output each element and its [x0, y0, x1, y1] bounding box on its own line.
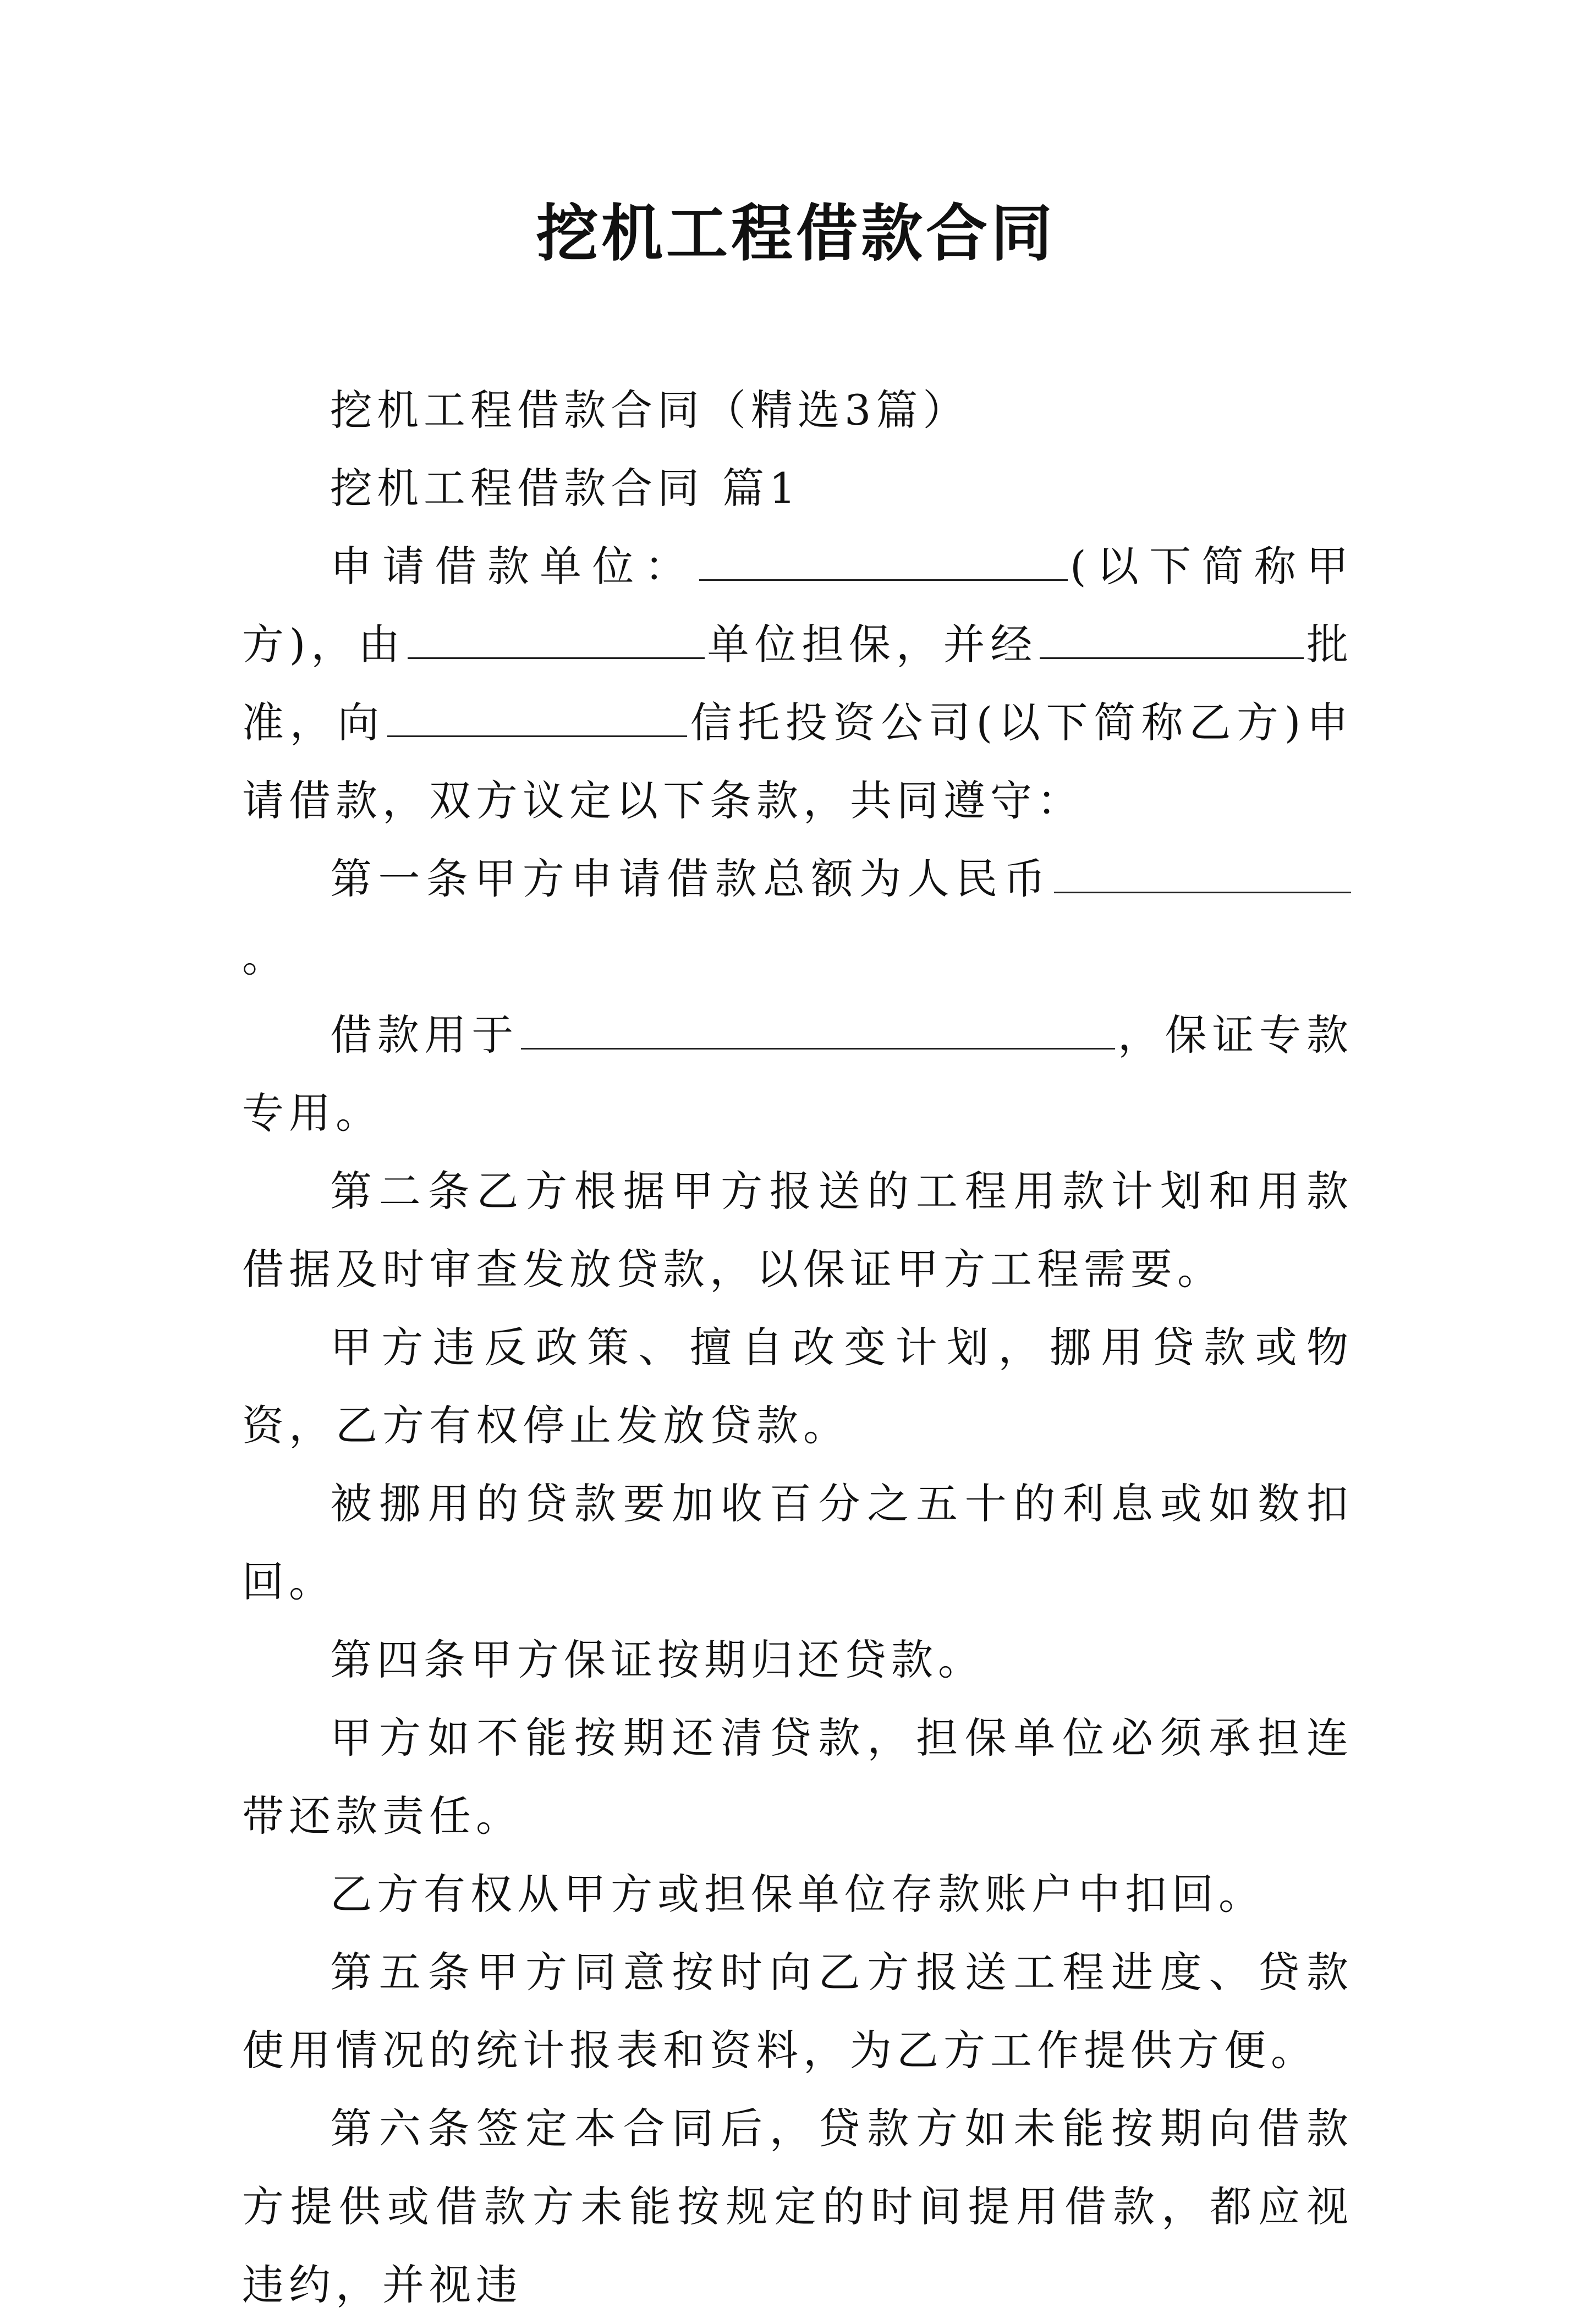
text-segment: ，保证专款专用。: [242, 1010, 1354, 1138]
blank-line: [1040, 619, 1304, 659]
blank-line: [521, 1009, 1115, 1050]
text-segment: (以下简称甲方)，由: [242, 542, 1353, 669]
paragraph-article-5: 第五条甲方同意按时向乙方报送工程进度、贷款使用情况的统计报表和资料，为乙方工作提供方便。: [242, 1948, 1353, 2075]
paragraph-section-heading: 挖机工程借款合同 篇1: [330, 464, 801, 513]
paragraph-loan-purpose: [242, 996, 1353, 1152]
text-segment: 。: [242, 932, 289, 981]
blank-line: [408, 619, 705, 659]
paragraph-subtitle: 挖机工程借款合同（精选3篇）: [330, 386, 970, 435]
text-segment: 申请借款单位：: [330, 542, 697, 591]
text-segment: 信托投资公司(以下简称乙方)申请借款，双方议定以下条款，共同遵守：: [242, 698, 1353, 825]
blank-line: [699, 541, 1068, 581]
text-segment: 批准，向: [242, 620, 1354, 747]
text-segment: 第一条甲方申请借款总额为人民币: [330, 854, 1052, 903]
paragraph-article-2: 第二条乙方根据甲方报送的工程用款计划和用款借据及时审查发放贷款，以保证甲方工程需要。: [242, 1167, 1353, 1294]
paragraph-penalty: 被挪用的贷款要加收百分之五十的利息或如数扣回。: [242, 1479, 1353, 1606]
blank-line: [387, 697, 687, 737]
paragraph-article-4: 第四条甲方保证按期归还贷款。: [330, 1635, 985, 1684]
paragraph-article-6: 第六条签定本合同后，贷款方如未能按期向借款方提供或借款方未能按规定的时间提用借款，都应视违约，并视违: [242, 2104, 1353, 2309]
document-title: 挖机工程借款合同: [536, 197, 1056, 270]
blank-line: [1054, 853, 1351, 893]
paragraph-applicant: [242, 528, 1353, 840]
text-segment: 借款用于: [330, 1010, 519, 1059]
document-body: [242, 371, 1353, 2324]
paragraph-deduction: 乙方有权从甲方或担保单位存款账户中扣回。: [330, 1870, 1265, 1919]
paragraph-violation: 甲方违反政策、擅自改变计划，挪用贷款或物资，乙方有权停止发放贷款。: [242, 1323, 1353, 1450]
paragraph-guarantor-liability: 甲方如不能按期还清贷款，担保单位必须承担连带还款责任。: [242, 1713, 1353, 1840]
paragraph-article-1: [242, 840, 1353, 996]
text-segment: 单位担保，并经: [706, 620, 1038, 669]
